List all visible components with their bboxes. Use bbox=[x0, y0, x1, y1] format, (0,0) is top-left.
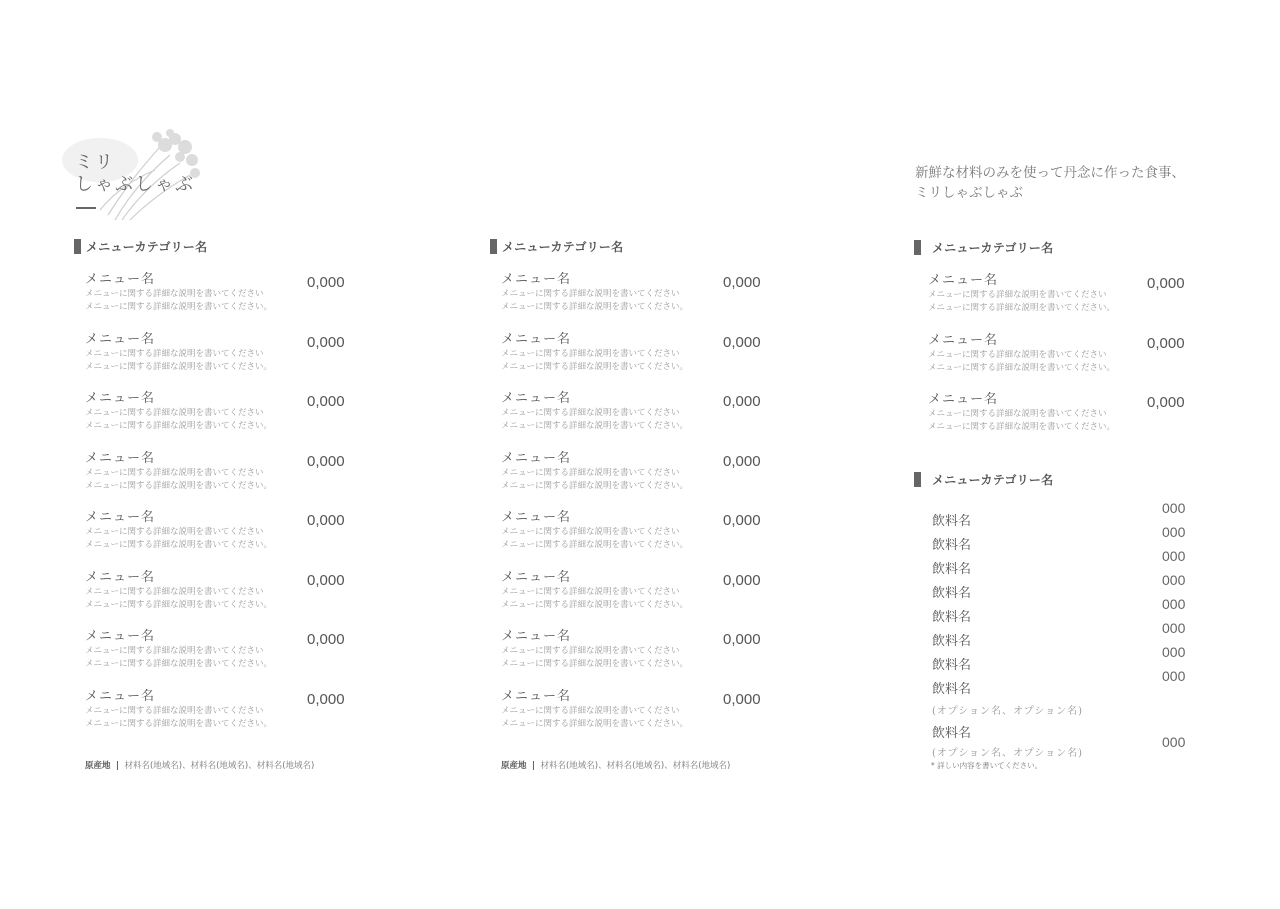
menu-column-3 bbox=[914, 239, 1204, 452]
menu-item-desc: メニューに関する詳細な説明を書いてください。 bbox=[501, 718, 689, 729]
menu-item bbox=[490, 570, 780, 630]
menu-item bbox=[490, 689, 780, 749]
origin-label: 原産地 bbox=[85, 761, 111, 771]
menu-item bbox=[74, 332, 364, 392]
menu-item-desc: メニューに関する詳細な説明を書いてください。 bbox=[501, 599, 689, 610]
drink-price: 000 bbox=[1162, 620, 1186, 636]
menu-item-name: メニュー名 bbox=[928, 273, 999, 288]
drink-name: 飲料名 bbox=[932, 726, 972, 741]
menu-item-desc: メニューに関する詳細な説明を書いてください。 bbox=[85, 718, 273, 729]
menu-item-price: 0,000 bbox=[1147, 275, 1185, 292]
menu-item-desc: メニューに関する詳細な説明を書いてください bbox=[501, 527, 680, 537]
menu-item-price: 0,000 bbox=[307, 333, 345, 351]
drink-option: (オプション名、オプション名) bbox=[932, 748, 1084, 759]
category-label: メニューカテゴリー名 bbox=[932, 472, 1054, 487]
menu-item bbox=[914, 333, 1204, 393]
menu-item-desc: メニューに関する詳細な説明を書いてください。 bbox=[85, 540, 273, 550]
menu-item-price: 0,000 bbox=[723, 631, 761, 648]
menu-item bbox=[74, 510, 364, 570]
menu-item bbox=[490, 332, 780, 392]
menu-item-price: 0,000 bbox=[307, 274, 345, 291]
menu-item-name: メニュー名 bbox=[501, 569, 572, 585]
menu-item bbox=[74, 629, 364, 689]
menu-item-desc: メニューに関する詳細な説明を書いてください bbox=[85, 586, 264, 597]
drink-item bbox=[932, 524, 1192, 553]
menu-item-name: メニュー名 bbox=[501, 629, 572, 644]
menu-item-name: メニュー名 bbox=[85, 569, 156, 585]
drink-item bbox=[932, 644, 1192, 673]
category-heading bbox=[490, 238, 780, 254]
menu-item-desc: メニューに関する詳細な説明を書いてください。 bbox=[928, 303, 1116, 313]
menu-column-2 bbox=[490, 238, 780, 748]
menu-item-desc: メニューに関する詳細な説明を書いてください。 bbox=[85, 659, 273, 669]
drink-price: 000 bbox=[1162, 524, 1186, 540]
menu-item-desc: メニューに関する詳細な説明を書いてください bbox=[501, 467, 680, 478]
menu-item-desc: メニューに関する詳細な説明を書いてください bbox=[501, 348, 680, 359]
drink-option: (オプション名、オプション名) bbox=[932, 706, 1084, 717]
menu-item bbox=[490, 510, 780, 570]
category-label: メニューカテゴリー名 bbox=[932, 240, 1054, 255]
category-heading bbox=[914, 239, 1204, 255]
drink-name: 飲料名 bbox=[932, 610, 972, 625]
menu-item-price: 0,000 bbox=[1147, 394, 1185, 411]
tagline-line1: 新鮮な材料のみを使って丹念に作った食事、 bbox=[915, 165, 1185, 181]
menu-item-desc: メニューに関する詳細な説明を書いてください bbox=[501, 646, 680, 656]
menu-item-desc: メニューに関する詳細な説明を書いてください bbox=[928, 290, 1107, 300]
menu-item bbox=[74, 451, 364, 511]
menu-item-price: 0,000 bbox=[307, 512, 345, 529]
drink-name: 飲料名 bbox=[932, 586, 972, 601]
menu-item-desc: メニューに関する詳細な説明を書いてください bbox=[85, 646, 264, 656]
menu-item-name: メニュー名 bbox=[85, 450, 156, 466]
menu-item-price: 0,000 bbox=[1147, 334, 1185, 352]
menu-item-name: メニュー名 bbox=[928, 392, 999, 407]
origin-text: 材料名(地域名)、材料名(地域名)、材料名(地域名) bbox=[540, 761, 731, 771]
category-label: メニューカテゴリー名 bbox=[86, 239, 208, 254]
drink-name: 飲料名 bbox=[932, 562, 972, 577]
menu-item-price: 0,000 bbox=[723, 333, 761, 351]
menu-item bbox=[490, 391, 780, 451]
menu-item-name: メニュー名 bbox=[85, 391, 156, 406]
menu-item-price: 0,000 bbox=[307, 393, 345, 410]
menu-item bbox=[490, 272, 780, 332]
menu-item-desc: メニューに関する詳細な説明を書いてください bbox=[501, 586, 680, 597]
menu-item-price: 0,000 bbox=[307, 631, 345, 648]
menu-item-desc: メニューに関する詳細な説明を書いてください。 bbox=[928, 422, 1116, 432]
brand-logo bbox=[60, 125, 210, 225]
origin-separator: | bbox=[115, 761, 120, 771]
menu-item-name: メニュー名 bbox=[85, 629, 156, 644]
drinks-category-heading bbox=[914, 471, 1053, 487]
menu-item-desc: メニューに関する詳細な説明を書いてください。 bbox=[501, 480, 689, 491]
menu-item-price: 0,000 bbox=[723, 512, 761, 529]
menu-item-name: メニュー名 bbox=[501, 510, 572, 525]
menu-item-desc: メニューに関する詳細な説明を書いてください bbox=[928, 409, 1107, 419]
tagline-line2: ミリしゃぶしゃぶ bbox=[915, 185, 1023, 201]
menu-item-desc: メニューに関する詳細な説明を書いてください。 bbox=[501, 302, 689, 312]
drink-name: 飲料名 bbox=[932, 634, 972, 649]
menu-item-price: 0,000 bbox=[307, 690, 345, 708]
menu-item-name: メニュー名 bbox=[85, 510, 156, 525]
drink-name: 飲料名 bbox=[932, 538, 972, 553]
menu-item-price: 0,000 bbox=[723, 274, 761, 291]
menu-item-desc: メニューに関する詳細な説明を書いてください。 bbox=[928, 362, 1116, 373]
drink-price: 000 bbox=[1162, 668, 1186, 684]
drinks-list bbox=[932, 500, 1192, 697]
menu-item-desc: メニューに関する詳細な説明を書いてください bbox=[85, 467, 264, 478]
drink-item bbox=[932, 548, 1192, 577]
menu-item-name: メニュー名 bbox=[501, 688, 572, 704]
drink-price: 000 bbox=[1162, 572, 1186, 588]
menu-item-desc: メニューに関する詳細な説明を書いてください bbox=[501, 408, 680, 418]
menu-item bbox=[74, 689, 364, 749]
brand-name bbox=[75, 152, 195, 196]
category-label: メニューカテゴリー名 bbox=[502, 239, 624, 254]
origin-separator: | bbox=[531, 761, 536, 771]
brand-name-line1: ミリ bbox=[75, 152, 115, 173]
menu-item bbox=[490, 451, 780, 511]
menu-item-desc: メニューに関する詳細な説明を書いてください bbox=[85, 289, 264, 299]
origin-label: 原産地 bbox=[501, 761, 527, 771]
drink-item bbox=[932, 668, 1192, 697]
drink-name: 飲料名 bbox=[932, 682, 972, 697]
menu-item-desc: メニューに関する詳細な説明を書いてください。 bbox=[501, 659, 689, 669]
brand-name-line2: しゃぶしゃぶ bbox=[75, 174, 195, 195]
drink-item bbox=[932, 500, 1192, 529]
menu-item-name: メニュー名 bbox=[501, 331, 572, 347]
drink-item bbox=[932, 572, 1192, 601]
menu-item-name: メニュー名 bbox=[501, 391, 572, 406]
menu-item bbox=[914, 392, 1204, 452]
drink-price: 000 bbox=[1162, 596, 1186, 612]
menu-item-name: メニュー名 bbox=[501, 450, 572, 466]
origin-note bbox=[85, 759, 314, 771]
menu-item-name: メニュー名 bbox=[85, 331, 156, 347]
menu-item-desc: メニューに関する詳細な説明を書いてください。 bbox=[85, 302, 273, 312]
menu-item-desc: メニューに関する詳細な説明を書いてください。 bbox=[85, 480, 273, 491]
drinks-note: * 詳しい内容を書いてください。 bbox=[931, 761, 1043, 770]
menu-item-name: メニュー名 bbox=[501, 272, 572, 287]
menu-item-name: メニュー名 bbox=[85, 688, 156, 704]
tagline bbox=[915, 163, 1185, 203]
category-bar-icon bbox=[914, 472, 921, 487]
menu-item-desc: メニューに関する詳細な説明を書いてください bbox=[85, 408, 264, 418]
category-bar-icon bbox=[914, 240, 921, 255]
menu-item-desc: メニューに関する詳細な説明を書いてください bbox=[85, 705, 264, 716]
drink-price: 000 bbox=[1162, 734, 1186, 750]
menu-item-name: メニュー名 bbox=[85, 272, 156, 287]
menu-item-desc: メニューに関する詳細な説明を書いてください。 bbox=[501, 361, 689, 372]
menu-item-desc: メニューに関する詳細な説明を書いてください bbox=[928, 349, 1107, 360]
drink-price: 000 bbox=[1162, 548, 1186, 564]
menu-item bbox=[74, 570, 364, 630]
origin-note bbox=[501, 759, 730, 771]
category-bar-icon bbox=[74, 239, 81, 254]
menu-item-price: 0,000 bbox=[723, 690, 761, 708]
drink-name: 飲料名 bbox=[932, 514, 972, 529]
menu-item-desc: メニューに関する詳細な説明を書いてください。 bbox=[85, 599, 273, 610]
menu-item-price: 0,000 bbox=[307, 571, 345, 589]
menu-item-desc: メニューに関する詳細な説明を書いてください。 bbox=[85, 361, 273, 372]
brand-underline bbox=[76, 207, 96, 209]
drink-item bbox=[932, 596, 1192, 625]
menu-item bbox=[490, 629, 780, 689]
category-bar-icon bbox=[490, 239, 497, 254]
menu-item-price: 0,000 bbox=[723, 571, 761, 589]
menu-item-desc: メニューに関する詳細な説明を書いてください bbox=[501, 705, 680, 716]
menu-item-desc: メニューに関する詳細な説明を書いてください bbox=[85, 527, 264, 537]
menu-item-price: 0,000 bbox=[723, 393, 761, 410]
menu-item-desc: メニューに関する詳細な説明を書いてください。 bbox=[501, 421, 689, 431]
menu-item-name: メニュー名 bbox=[928, 332, 999, 348]
drink-item bbox=[932, 620, 1192, 649]
menu-column-1 bbox=[74, 238, 364, 748]
origin-text: 材料名(地域名)、材料名(地域名)、材料名(地域名) bbox=[124, 761, 315, 771]
menu-item-desc: メニューに関する詳細な説明を書いてください bbox=[85, 348, 264, 359]
menu-item bbox=[74, 272, 364, 332]
drink-price: 000 bbox=[1162, 644, 1186, 660]
menu-item-desc: メニューに関する詳細な説明を書いてください。 bbox=[85, 421, 273, 431]
menu-item-desc: メニューに関する詳細な説明を書いてください bbox=[501, 289, 680, 299]
category-heading bbox=[74, 238, 364, 254]
menu-item bbox=[914, 273, 1204, 333]
menu-item-price: 0,000 bbox=[723, 452, 761, 470]
menu-item-price: 0,000 bbox=[307, 452, 345, 470]
drink-name: 飲料名 bbox=[932, 658, 972, 673]
menu-item-desc: メニューに関する詳細な説明を書いてください。 bbox=[501, 540, 689, 550]
menu-item bbox=[74, 391, 364, 451]
drink-price: 000 bbox=[1162, 500, 1186, 516]
